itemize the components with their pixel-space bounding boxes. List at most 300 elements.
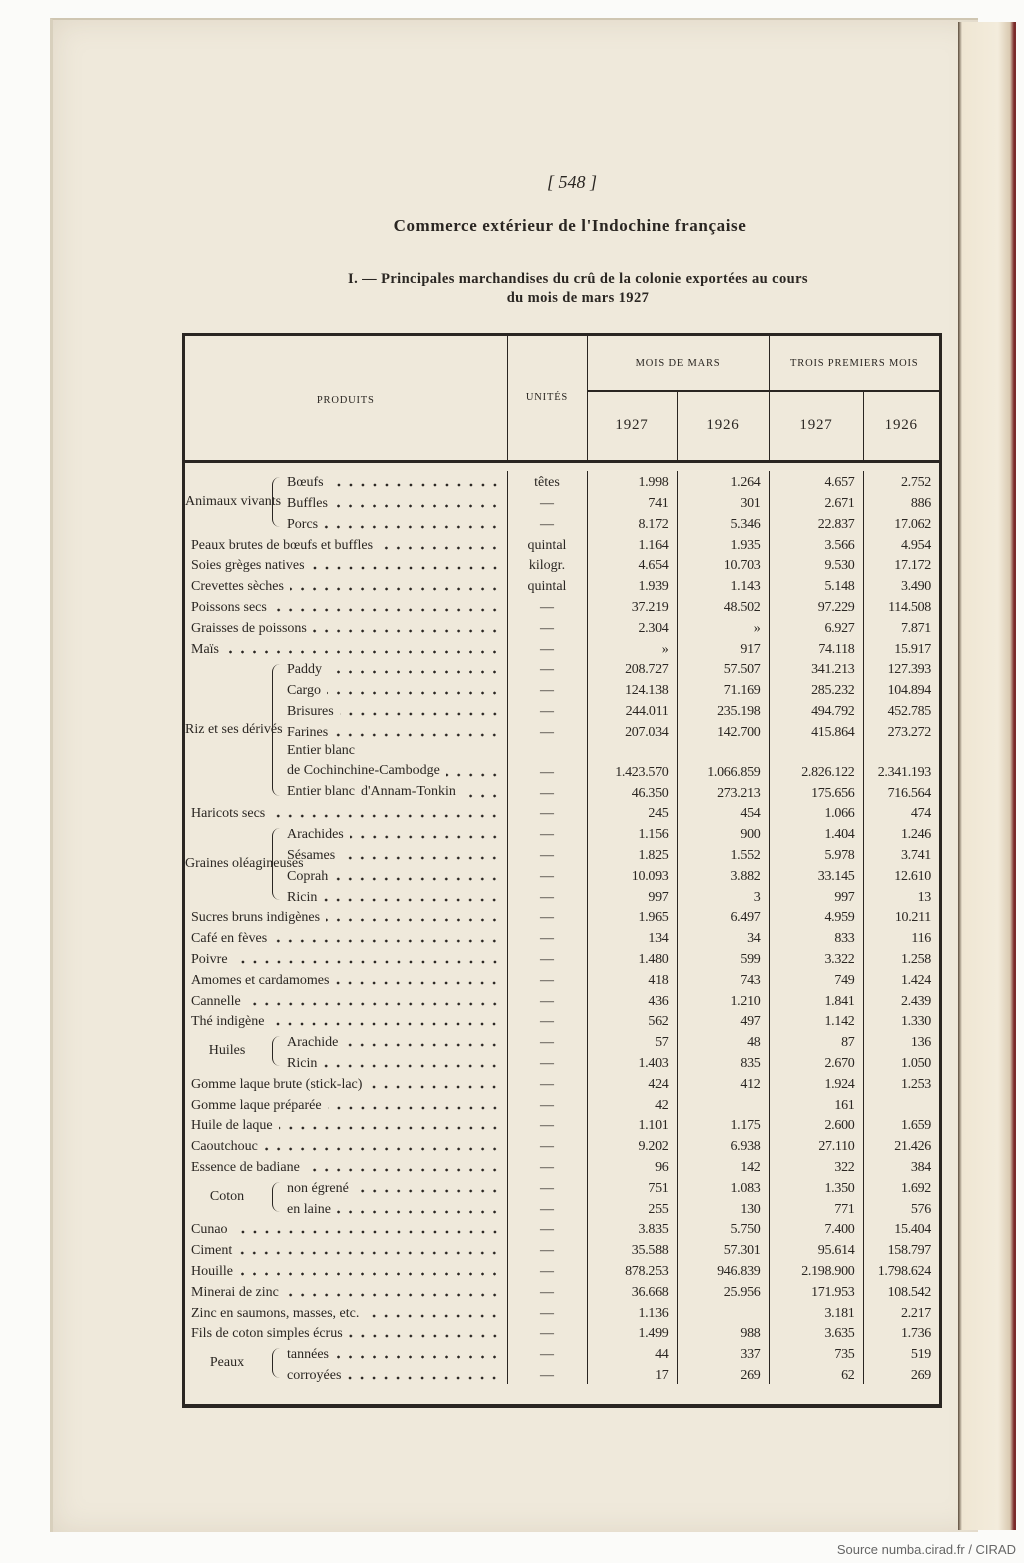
value-trimestre-1926: 13 — [863, 885, 939, 906]
product-name: en laine — [287, 1201, 331, 1217]
product-label — [185, 1306, 507, 1322]
value-trimestre-1926: 1.736 — [863, 1322, 939, 1343]
product-name: Peaux brutes de bœufs et buffles — [191, 537, 374, 553]
value-mars-1927: 9.202 — [587, 1134, 677, 1155]
product-name: Zinc en saumons, masses, etc. — [191, 1305, 360, 1321]
value-trimestre-1927: 3.322 — [769, 947, 863, 968]
unit-cell: — — [507, 1176, 587, 1197]
unit-cell: — — [507, 843, 587, 864]
value-trimestre-1926 — [863, 1093, 939, 1114]
product-cell — [185, 1259, 507, 1280]
product-cell — [185, 802, 507, 823]
product-cell — [281, 720, 507, 741]
product-name: Minerai de zinc — [191, 1284, 279, 1300]
dot-leader — [234, 960, 501, 964]
subtitle-line-2: du mois de mars 1927 — [506, 290, 650, 306]
dot-leader — [270, 1022, 500, 1026]
dot-leader — [334, 733, 500, 737]
table-row — [185, 491, 939, 512]
product-name: Cargo — [287, 683, 321, 699]
value-trimestre-1926: 474 — [863, 802, 939, 823]
value-trimestre-1926: 269 — [863, 1363, 939, 1384]
value-trimestre-1927: 3.566 — [769, 533, 863, 554]
dot-leader — [327, 691, 501, 695]
dot-leader — [285, 1293, 501, 1297]
value-trimestre-1927: 2.826.122 — [769, 741, 863, 781]
product-label — [281, 1056, 507, 1072]
product-name: Paddy — [287, 662, 322, 678]
group-label-text: Huiles — [208, 1043, 246, 1059]
product-cell — [281, 491, 507, 512]
value-trimestre-1927: 7.400 — [769, 1218, 863, 1239]
value-trimestre-1927: 322 — [769, 1155, 863, 1176]
dot-leader — [328, 670, 501, 674]
product-cell — [185, 947, 507, 968]
product-name: Arachides — [287, 827, 344, 843]
value-trimestre-1926: 886 — [863, 491, 939, 512]
table-row — [185, 512, 939, 533]
product-cell — [185, 1322, 507, 1343]
table-row — [185, 926, 939, 947]
value-mars-1927: 96 — [587, 1155, 677, 1176]
dot-leader — [347, 1376, 500, 1380]
value-trimestre-1927: 1.142 — [769, 1010, 863, 1031]
value-mars-1926 — [677, 1093, 769, 1114]
product-label — [185, 1264, 507, 1280]
product-name: Coprah — [287, 868, 329, 884]
value-trimestre-1926: 136 — [863, 1030, 939, 1051]
product-label — [185, 1014, 507, 1030]
product-name: Farines — [287, 724, 329, 740]
table-row — [185, 947, 939, 968]
value-trimestre-1926: 273.272 — [863, 720, 939, 741]
dot-leader — [335, 1355, 501, 1359]
value-trimestre-1927: 5.148 — [769, 574, 863, 595]
table-row — [185, 1010, 939, 1031]
value-trimestre-1926: 2.439 — [863, 989, 939, 1010]
product-cell — [281, 512, 507, 533]
product-label — [185, 994, 507, 1010]
unit-cell: — — [507, 595, 587, 616]
value-mars-1927: 1.164 — [587, 533, 677, 554]
value-trimestre-1926: 1.258 — [863, 947, 939, 968]
product-name: Haricots secs — [191, 806, 266, 822]
value-mars-1927: 1.825 — [587, 843, 677, 864]
value-mars-1927: 562 — [587, 1010, 677, 1031]
product-label — [281, 782, 507, 802]
product-cell — [281, 471, 507, 492]
product-cell — [185, 906, 507, 927]
value-trimestre-1926: 127.393 — [863, 658, 939, 679]
value-trimestre-1927: 771 — [769, 1197, 863, 1218]
product-cell — [185, 1134, 507, 1155]
value-mars-1926: 946.839 — [677, 1259, 769, 1280]
product-label — [185, 1326, 507, 1342]
product-cell — [185, 595, 507, 616]
dot-leader — [306, 1168, 501, 1172]
value-mars-1926: 273.213 — [677, 781, 769, 802]
value-mars-1926: 235.198 — [677, 699, 769, 720]
product-name: Poivre — [191, 952, 228, 968]
table-row — [185, 1114, 939, 1135]
product-label — [281, 1347, 507, 1363]
subtitle-line-1: I. — Principales marchandises du crû de la colonie exportées au cours — [348, 271, 808, 287]
value-mars-1927: 1.101 — [587, 1114, 677, 1135]
table-row — [185, 802, 939, 823]
value-trimestre-1926: 17.062 — [863, 512, 939, 533]
product-name: Ricin — [287, 889, 318, 905]
product-label — [281, 704, 507, 720]
table-row — [185, 699, 939, 720]
value-mars-1927: 255 — [587, 1197, 677, 1218]
value-mars-1926: 130 — [677, 1197, 769, 1218]
product-label — [185, 600, 507, 616]
value-trimestre-1927: 3.635 — [769, 1322, 863, 1343]
value-mars-1926: 34 — [677, 926, 769, 947]
product-label — [185, 579, 507, 595]
value-mars-1927: 10.093 — [587, 864, 677, 885]
product-label — [185, 642, 507, 658]
unit-cell: — — [507, 802, 587, 823]
product-name: d'Annam-Tonkin — [361, 783, 456, 799]
source-credit: Source numba.cirad.fr / CIRAD — [836, 1542, 1016, 1557]
dot-leader — [365, 1314, 500, 1318]
product-label — [281, 890, 507, 906]
table-row — [185, 554, 939, 575]
product-label — [281, 496, 507, 512]
value-trimestre-1927: 2.198.900 — [769, 1259, 863, 1280]
value-trimestre-1926: 158.797 — [863, 1238, 939, 1259]
dot-leader — [334, 877, 500, 881]
dot-leader — [234, 1230, 501, 1234]
product-cell — [281, 1197, 507, 1218]
value-trimestre-1926: 15.404 — [863, 1218, 939, 1239]
value-mars-1926: 301 — [677, 491, 769, 512]
unit-cell: — — [507, 1134, 587, 1155]
dot-leader — [311, 566, 501, 570]
unit-cell: — — [507, 678, 587, 699]
header-year: 1926 — [863, 391, 939, 461]
dot-leader — [349, 1334, 501, 1338]
dot-leader — [323, 898, 500, 902]
value-trimestre-1927: 2.600 — [769, 1114, 863, 1135]
product-name: Sucres bruns indigènes — [191, 910, 321, 926]
value-mars-1926: 48.502 — [677, 595, 769, 616]
product-label — [281, 1035, 507, 1051]
product-name: tannées — [287, 1347, 329, 1363]
unit-cell: — — [507, 1363, 587, 1384]
value-trimestre-1926: 12.610 — [863, 864, 939, 885]
value-mars-1927: 3.835 — [587, 1218, 677, 1239]
product-name: Cannelle — [191, 993, 241, 1009]
value-mars-1926: 25.956 — [677, 1280, 769, 1301]
value-trimestre-1927: 5.978 — [769, 843, 863, 864]
unit-cell: — — [507, 822, 587, 843]
value-trimestre-1926: 576 — [863, 1197, 939, 1218]
dot-leader — [239, 1272, 501, 1276]
group-label-text: Peaux — [209, 1355, 245, 1371]
dot-leader — [446, 773, 501, 777]
product-name: Crevettes sèches — [191, 579, 284, 595]
product-cell — [281, 781, 507, 802]
unit-cell: quintal — [507, 533, 587, 554]
value-mars-1926: 337 — [677, 1342, 769, 1363]
value-mars-1926: 5.346 — [677, 512, 769, 533]
header-unites: UNITÉS — [507, 336, 587, 461]
value-mars-1926: 71.169 — [677, 678, 769, 699]
product-label — [185, 1285, 507, 1301]
value-mars-1927: 436 — [587, 989, 677, 1010]
value-mars-1927: 35.588 — [587, 1238, 677, 1259]
product-cell — [281, 1363, 507, 1384]
unit-cell: — — [507, 1010, 587, 1031]
value-trimestre-1927: 997 — [769, 885, 863, 906]
dot-leader — [341, 856, 500, 860]
product-label — [281, 1368, 507, 1384]
value-mars-1926: 57.301 — [677, 1238, 769, 1259]
value-trimestre-1926: 10.211 — [863, 906, 939, 927]
unit-cell: — — [507, 1114, 587, 1135]
dot-leader — [330, 483, 501, 487]
header-trois-premiers-mois: TROIS PREMIERS MOIS — [769, 336, 939, 391]
value-trimestre-1927: 4.657 — [769, 471, 863, 492]
value-mars-1927: 17 — [587, 1363, 677, 1384]
table-row — [185, 720, 939, 741]
unit-cell: — — [507, 1301, 587, 1322]
value-mars-1926: » — [677, 616, 769, 637]
table-row — [185, 1051, 939, 1072]
header-mois-de-mars: MOIS DE MARS — [587, 336, 769, 391]
value-trimestre-1927: 6.927 — [769, 616, 863, 637]
value-mars-1926: 1.083 — [677, 1176, 769, 1197]
product-label — [185, 973, 507, 989]
dot-leader — [337, 1210, 501, 1214]
unit-cell: têtes — [507, 471, 587, 492]
dot-leader — [328, 1106, 501, 1110]
product-name: Soies grèges natives — [191, 558, 305, 574]
value-trimestre-1926: 2.217 — [863, 1301, 939, 1322]
value-trimestre-1927: 1.924 — [769, 1072, 863, 1093]
value-mars-1927: 1.499 — [587, 1322, 677, 1343]
brace-mark — [272, 477, 281, 527]
value-trimestre-1926: 452.785 — [863, 699, 939, 720]
value-mars-1927: 2.304 — [587, 616, 677, 637]
value-mars-1927: 4.654 — [587, 554, 677, 575]
product-name: Gomme laque préparée — [191, 1097, 322, 1113]
table-subtitle — [228, 270, 928, 308]
product-cell — [185, 989, 507, 1010]
value-mars-1927: 37.219 — [587, 595, 677, 616]
table-row — [185, 616, 939, 637]
header-produits: PRODUITS — [185, 336, 507, 461]
table-row — [185, 1342, 939, 1363]
value-trimestre-1927: 494.792 — [769, 699, 863, 720]
value-trimestre-1927: 3.181 — [769, 1301, 863, 1322]
value-trimestre-1927: 341.213 — [769, 658, 863, 679]
table-row — [185, 968, 939, 989]
unit-cell: kilogr. — [507, 554, 587, 575]
value-mars-1927: 42 — [587, 1093, 677, 1114]
product-cell — [281, 1051, 507, 1072]
value-mars-1926: 988 — [677, 1322, 769, 1343]
value-trimestre-1926: 1.253 — [863, 1072, 939, 1093]
product-name: Ricin — [287, 1056, 318, 1072]
value-mars-1926: 269 — [677, 1363, 769, 1384]
product-cell — [185, 1280, 507, 1301]
product-label — [185, 538, 507, 554]
value-mars-1927: 1.998 — [587, 471, 677, 492]
product-cell — [185, 574, 507, 595]
table-row — [185, 533, 939, 554]
value-trimestre-1927: 749 — [769, 968, 863, 989]
value-mars-1926 — [677, 1301, 769, 1322]
group-label-text: Graines oléagineuses — [185, 856, 304, 872]
value-mars-1927: 424 — [587, 1072, 677, 1093]
product-label — [185, 1118, 507, 1134]
product-label — [281, 1181, 507, 1197]
unit-cell: — — [507, 658, 587, 679]
unit-cell: — — [507, 1280, 587, 1301]
header-year: 1927 — [587, 391, 677, 461]
unit-cell: — — [507, 1051, 587, 1072]
product-label — [185, 1222, 507, 1238]
dot-leader — [340, 712, 501, 716]
product-label — [185, 1098, 507, 1114]
product-name: Café en fèves — [191, 931, 268, 947]
table-row — [185, 781, 939, 802]
product-label — [281, 1202, 507, 1218]
product-name: Caoutchouc — [191, 1139, 258, 1155]
product-label — [281, 662, 507, 678]
dot-leader — [323, 1064, 500, 1068]
product-cell — [185, 554, 507, 575]
product-cell — [281, 658, 507, 679]
table-row — [185, 658, 939, 679]
product-name: Essence de badiane — [191, 1160, 300, 1175]
unit-cell: — — [507, 968, 587, 989]
table-row — [185, 885, 939, 906]
row-group-label — [185, 1342, 281, 1384]
value-mars-1926: 3 — [677, 885, 769, 906]
value-trimestre-1927: 285.232 — [769, 678, 863, 699]
value-mars-1926: 743 — [677, 968, 769, 989]
product-label — [281, 725, 507, 741]
group-label-text: Animaux vivants — [185, 493, 282, 509]
value-trimestre-1926: 15.917 — [863, 637, 939, 658]
value-mars-1927: 44 — [587, 1342, 677, 1363]
value-trimestre-1926: 384 — [863, 1155, 939, 1176]
value-mars-1926: 1.264 — [677, 471, 769, 492]
unit-cell: — — [507, 616, 587, 637]
export-table — [182, 333, 942, 1408]
table-row — [185, 1218, 939, 1239]
value-mars-1927: 134 — [587, 926, 677, 947]
product-cell — [281, 1342, 507, 1363]
value-mars-1927: 244.011 — [587, 699, 677, 720]
product-cell — [185, 637, 507, 658]
table-row — [185, 1030, 939, 1051]
value-trimestre-1926: 114.508 — [863, 595, 939, 616]
unit-cell: — — [507, 1218, 587, 1239]
value-trimestre-1927: 33.145 — [769, 864, 863, 885]
brace-mark — [272, 1036, 281, 1066]
dot-leader — [334, 504, 501, 508]
product-label — [281, 827, 507, 843]
value-mars-1926: 3.882 — [677, 864, 769, 885]
dot-leader — [324, 525, 500, 529]
value-mars-1927: 1.156 — [587, 822, 677, 843]
value-trimestre-1926: 716.564 — [863, 781, 939, 802]
unit-cell: — — [507, 1259, 587, 1280]
unit-cell: — — [507, 491, 587, 512]
table-row — [185, 1155, 939, 1176]
value-mars-1927: 1.939 — [587, 574, 677, 595]
value-trimestre-1927: 95.614 — [769, 1238, 863, 1259]
table-row — [185, 1363, 939, 1384]
product-label — [185, 806, 507, 822]
value-mars-1926: 5.750 — [677, 1218, 769, 1239]
value-mars-1926: 599 — [677, 947, 769, 968]
product-label — [281, 683, 507, 699]
product-cell — [185, 1010, 507, 1031]
unit-cell: — — [507, 1238, 587, 1259]
dot-leader — [379, 546, 500, 550]
unit-cell: — — [507, 741, 587, 781]
product-name: Cunao — [191, 1222, 228, 1238]
unit-cell: — — [507, 1197, 587, 1218]
group-label-text: Riz et ses dérivés — [185, 721, 283, 737]
value-trimestre-1926: 116 — [863, 926, 939, 947]
dot-leader — [462, 794, 501, 798]
product-name: de Cochinchine-Cambodge — [287, 762, 440, 778]
dot-leader — [313, 629, 501, 633]
value-mars-1926: 48 — [677, 1030, 769, 1051]
table-row — [185, 1176, 939, 1197]
unit-cell: — — [507, 947, 587, 968]
product-name: Poissons secs — [191, 600, 267, 616]
value-trimestre-1927: 175.656 — [769, 781, 863, 802]
dot-leader — [238, 1251, 500, 1255]
product-cell — [281, 741, 507, 781]
value-trimestre-1926: 1.424 — [863, 968, 939, 989]
product-name: Porcs — [287, 516, 319, 532]
value-mars-1926: 142.700 — [677, 720, 769, 741]
brace-mark — [272, 1348, 281, 1378]
value-trimestre-1926: 1.798.624 — [863, 1259, 939, 1280]
value-trimestre-1926: 108.542 — [863, 1280, 939, 1301]
value-mars-1926: 1.552 — [677, 843, 769, 864]
product-label — [281, 517, 507, 533]
unit-cell: — — [507, 1093, 587, 1114]
product-label — [281, 869, 507, 885]
product-name: Buffles — [287, 496, 328, 512]
product-label — [185, 931, 507, 947]
unit-cell: — — [507, 1030, 587, 1051]
value-trimestre-1926: 7.871 — [863, 616, 939, 637]
value-trimestre-1927: 62 — [769, 1363, 863, 1384]
product-label — [281, 848, 507, 864]
product-cell — [185, 1155, 507, 1176]
value-mars-1926: 412 — [677, 1072, 769, 1093]
product-cell — [185, 533, 507, 554]
unit-cell: — — [507, 1322, 587, 1343]
unit-cell: — — [507, 1072, 587, 1093]
dot-leader — [273, 939, 500, 943]
product-name: Amomes et cardamomes — [191, 972, 330, 988]
value-mars-1927: 46.350 — [587, 781, 677, 802]
value-mars-1926: 454 — [677, 802, 769, 823]
value-trimestre-1926: 3.490 — [863, 574, 939, 595]
